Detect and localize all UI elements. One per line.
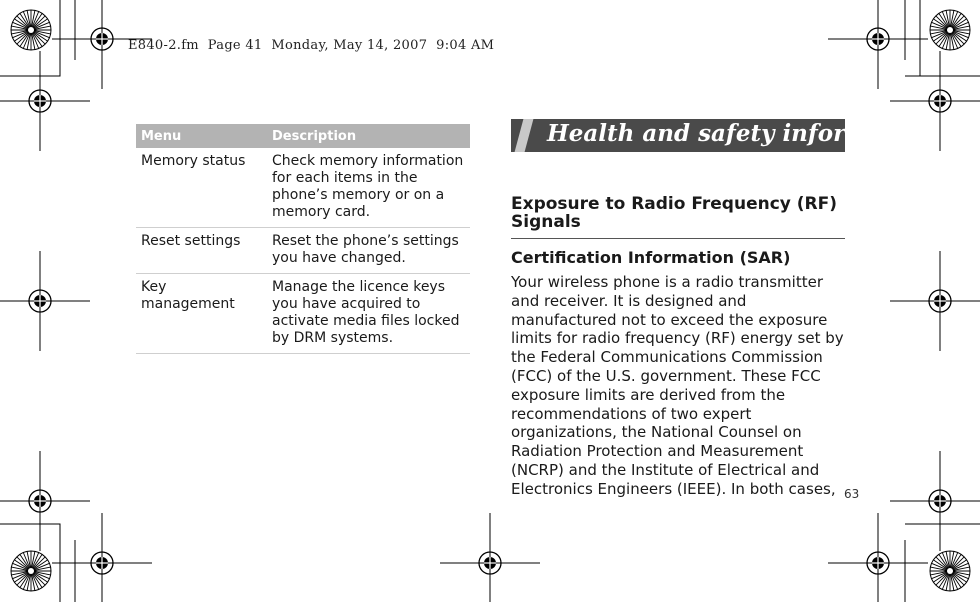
body-paragraph: Your wireless phone is a radio transmitter and receiver. It is designed and manufactured not to exceed the exposure limits for radio frequency (RF) energy set by the Federal Communications Commission (FCC) of the U.S. government. These FCC exposure limits are derived from the recommendations of two expert organizations, the National Counsel on Radiation Protection and Measurement (NCRP) and the Institute of Electrical and Electronics Engineers (IEEE). In both cases, xyxy=(511,273,844,498)
crosshair-registration-icon xyxy=(0,251,90,351)
starburst-target-icon xyxy=(930,10,970,50)
crosshair-registration-icon xyxy=(0,51,90,151)
menu-description-table xyxy=(136,124,470,354)
banner-tab-decoration xyxy=(515,119,534,152)
section-subheading: Certification Information (SAR) xyxy=(511,248,791,267)
starburst-target-icon xyxy=(930,551,970,591)
crosshair-registration-icon xyxy=(52,513,152,602)
section-title-banner xyxy=(511,119,936,152)
table-header-row xyxy=(136,124,470,148)
page-number: 63 xyxy=(844,487,860,501)
crosshair-registration-icon xyxy=(890,251,980,351)
table-row xyxy=(136,148,470,228)
column-header-menu: Menu xyxy=(136,124,267,148)
menu-cell: Reset settings xyxy=(136,228,267,274)
description-cell: Check memory information for each items in the phone’s memory or on a memory card. xyxy=(267,148,470,228)
menu-cell: Key management xyxy=(136,274,267,354)
crosshair-registration-icon xyxy=(828,513,928,602)
description-cell: Manage the licence keys you have acquired to activate media files locked by DRM systems. xyxy=(267,274,470,354)
menu-cell: Memory status xyxy=(136,148,267,228)
crosshair-registration-icon xyxy=(890,451,980,551)
crosshair-registration-icon xyxy=(0,451,90,551)
description-cell: Reset the phone’s settings you have changed. xyxy=(267,228,470,274)
section-heading: Exposure to Radio Frequency (RF) Signals xyxy=(511,195,845,239)
section-title: Health and safety information xyxy=(547,120,936,147)
table-row xyxy=(136,228,470,274)
table-row xyxy=(136,274,470,354)
starburst-target-icon xyxy=(11,551,51,591)
starburst-target-icon xyxy=(11,10,51,50)
crosshair-registration-icon xyxy=(440,513,540,602)
column-header-description: Description xyxy=(267,124,470,148)
print-header: E840-2.fm Page 41 Monday, May 14, 2007 9:04 AM xyxy=(128,38,495,53)
